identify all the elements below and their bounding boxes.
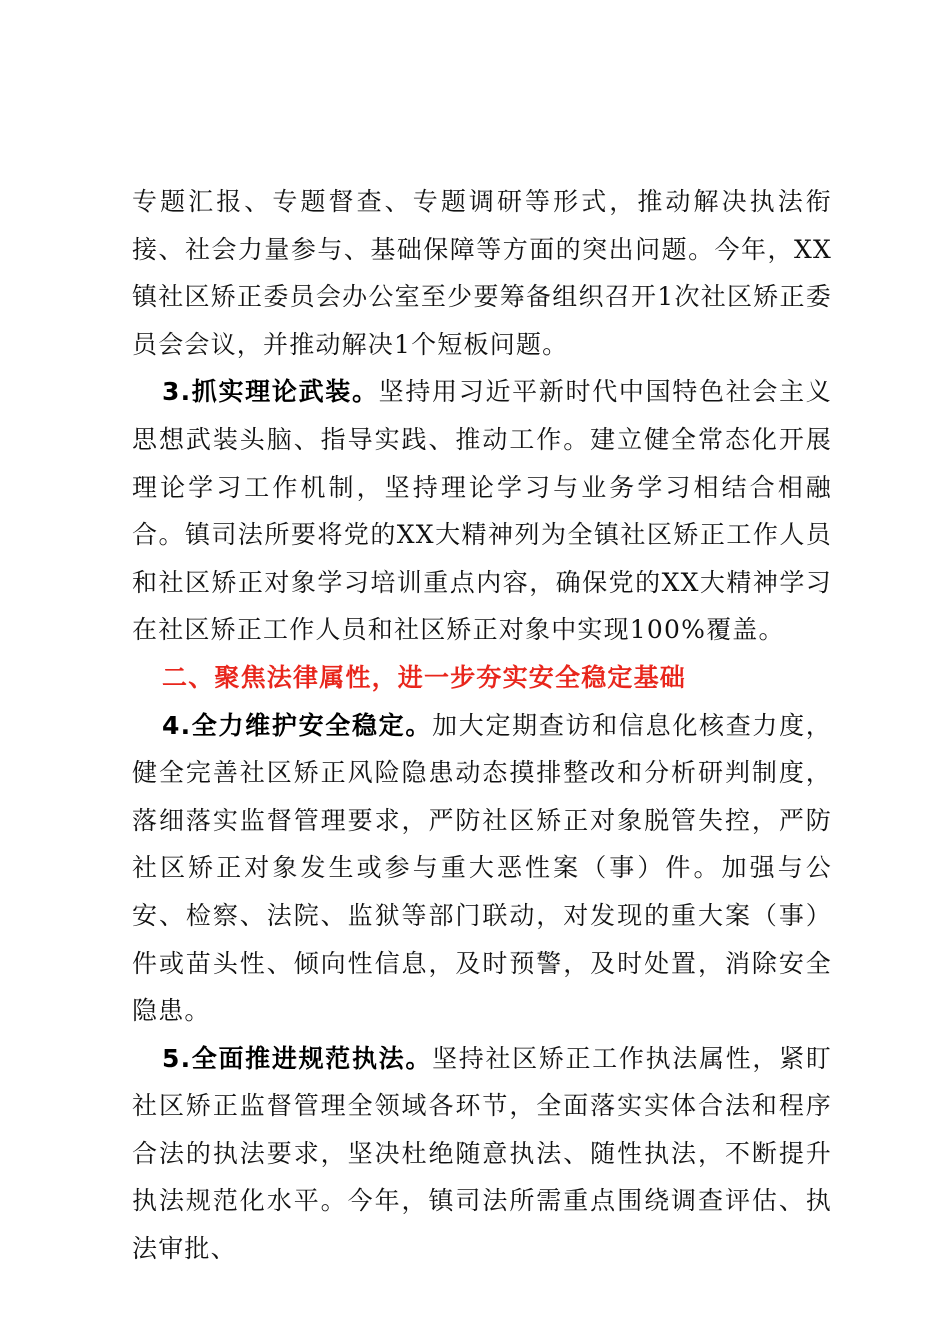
- paragraph-text: 加大定期查访和信息化核查力度，健全完善社区矫正风险隐患动态摸排整改和分析研判制度，落细落实监督管理要求，严防社区矫正对象脱管失控，严防社区矫正对象发生或参与重大恶性案（事）件。加强与公安、检察、法院、监狱等部门联动，对发现的重大案（事）件或苗头性、倾向性信息，及时预警，及时处置，消除安全隐患。: [132, 710, 833, 1026]
- paragraph-item-3: [132, 368, 832, 654]
- paragraph-text: 坚持社区矫正工作执法属性，紧盯社区矫正监督管理全领域各环节，全面落实实体合法和程序合法的执法要求，坚决杜绝随意执法、随性执法，不断提升执法规范化水平。今年，镇司法所需重点围绕调查评估、执法审批、: [132, 1043, 833, 1264]
- item-lead-title: 5.全面推进规范执法。: [162, 1043, 433, 1073]
- paragraph-continuation: [132, 178, 832, 368]
- paragraph-item-4: [132, 702, 832, 1035]
- paragraph-text: 专题汇报、专题督查、专题调研等形式，推动解决执法衔接、社会力量参与、基础保障等方面的突出问题。今年，XX镇社区矫正委员会办公室至少要筹备组织召开1次社区矫正委员会会议，并推动解决1个短板问题。: [132, 187, 832, 359]
- paragraph-text: 坚持用习近平新时代中国特色社会主义思想武装头脑、指导实践、推动工作。建立健全常态化开展理论学习工作机制，坚持理论学习与业务学习相结合相融合。镇司法所要将党的XX大精神列为全镇社区矫正工作人员和社区矫正对象学习培训重点内容，确保党的XX大精神学习在社区矫正工作人员和社区矫正对象中实现100%覆盖。: [132, 377, 832, 645]
- section-heading: 二、聚焦法律属性，进一步夯实安全稳定基础: [162, 662, 687, 692]
- item-lead-title: 3.抓实理论武装。: [162, 377, 379, 407]
- item-lead-title: 4.全力维护安全稳定。: [162, 710, 433, 740]
- paragraph-item-5: [132, 1035, 832, 1273]
- document-body: [132, 178, 832, 1273]
